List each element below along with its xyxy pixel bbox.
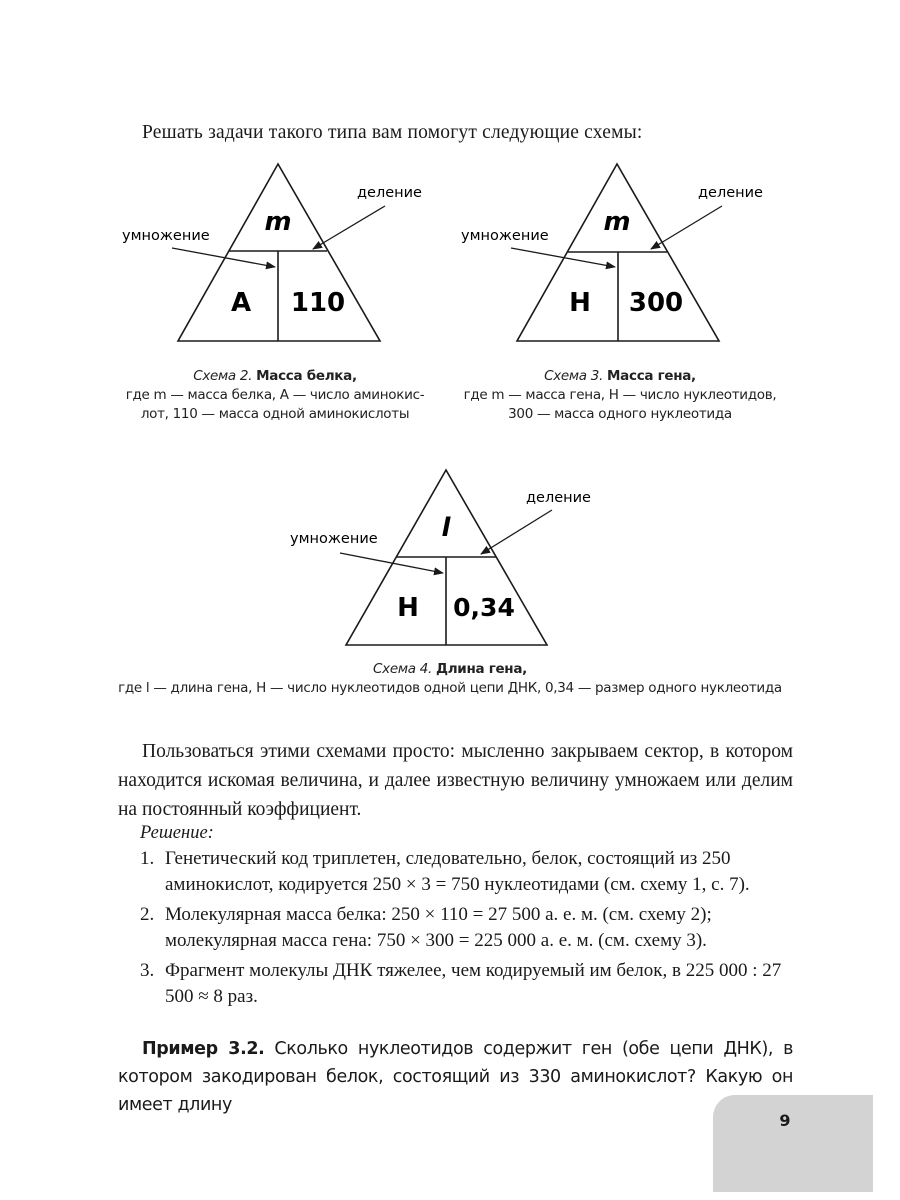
step-number: 1. — [140, 848, 155, 869]
scheme-3-caption-line3: 300 — масса одного нуклеотида — [508, 406, 732, 422]
scheme-3-left-var: Н — [569, 288, 591, 318]
scheme-3-multiplication-arrow — [511, 248, 615, 267]
scheme-4-division-arrow — [481, 510, 552, 554]
scheme-4-caption-title: Длина гена, — [435, 661, 527, 677]
scheme-4-multiplication-label: умножение — [290, 531, 378, 547]
solution-heading: Решение: — [140, 823, 214, 843]
scheme-3-caption-line2: где m — масса гена, Н — число нуклеотидов, — [463, 387, 777, 403]
step-text: Молекулярная масса белка: 250 × 110 = 27 500 а. е. м. (см. схему 2); молекулярная масса гена: 750 × 300 = 225 000 а. е. м. (см. схему 3). — [165, 904, 712, 951]
solution-step — [118, 902, 793, 954]
step-text: Генетический код триплетен, следовательно, белок, состоящий из 250 аминокислот, кодируется 250 × 3 = 750 нуклеотидами (см. схему 1, с. 7). — [165, 848, 750, 895]
page-number: 9 — [779, 1111, 791, 1130]
scheme-2-right-const: 110 — [290, 288, 346, 318]
page-number-tab — [713, 1095, 873, 1192]
scheme-3-caption-title: Масса гена, — [607, 368, 696, 384]
scheme-3-caption-prefix: Схема 3. — [544, 368, 604, 384]
scheme-2-left-var: A — [230, 288, 252, 318]
scheme-4-caption-prefix: Схема 4. — [373, 661, 432, 677]
scheme-2-caption-line2: где m — масса белка, А — число аминокис- — [125, 387, 425, 403]
scheme-2-division-label: деление — [357, 185, 422, 201]
scheme-4-division-label: деление — [526, 490, 591, 506]
scheme-3-division-label: деление — [698, 185, 763, 201]
scheme-2-multiplication-label: умножение — [122, 228, 210, 244]
scheme-4-multiplication-arrow — [340, 553, 443, 573]
scheme-2-triangle — [122, 164, 422, 341]
example-paragraph — [118, 1035, 793, 1119]
scheme-4-caption-line2: где l — длина гена, Н — число нуклеотидов одной цепи ДНК, 0,34 — размер одного нуклеотида — [118, 680, 782, 696]
solution-steps — [118, 846, 793, 1014]
scheme-4-left-var: Н — [397, 593, 419, 623]
scheme-2-division-arrow — [313, 206, 385, 249]
scheme-4-top-var: l — [441, 513, 451, 543]
explanation-paragraph: Пользоваться этими схемами просто: мысленно закрываем сектор, в котором находится искомая величина, и далее известную величину умножаем или делим на постоянный коэффициент. — [118, 741, 793, 820]
scheme-4-triangle — [290, 470, 591, 645]
solution-step — [118, 846, 793, 898]
solution-step — [118, 958, 793, 1010]
scheme-2-caption-line3: лот, 110 — масса одной аминокислоты — [140, 406, 410, 422]
scheme-3-caption — [445, 367, 795, 424]
scheme-3-top-var: m — [603, 207, 631, 237]
step-text: Фрагмент молекулы ДНК тяжелее, чем кодируемый им белок, в 225 000 : 27 500 ≈ 8 раз. — [165, 960, 782, 1007]
scheme-2-top-var: m — [264, 207, 292, 237]
scheme-3-triangle — [461, 164, 763, 341]
example-label: Пример 3.2. — [142, 1039, 265, 1059]
intro-text: Решать задачи такого типа вам помогут следующие схемы: — [142, 122, 643, 143]
example-text: Сколько нуклеотидов содержит ген (обе цепи ДНК), в котором закодирован белок, состоящий из 330 аминокислот? Какую он имеет длину — [118, 1039, 793, 1115]
scheme-2-caption-title: Масса белка, — [256, 368, 357, 384]
scheme-4-right-const: 0,34 — [453, 593, 515, 622]
scheme-4-caption — [100, 660, 800, 698]
scheme-2-caption-prefix: Схема 2. — [193, 368, 253, 384]
scheme-3-right-const: 300 — [628, 288, 684, 318]
scheme-3-multiplication-label: умножение — [461, 228, 549, 244]
scheme-3-division-arrow — [651, 206, 722, 249]
step-number: 2. — [140, 904, 155, 925]
scheme-2-caption — [110, 367, 440, 424]
step-number: 3. — [140, 960, 155, 981]
